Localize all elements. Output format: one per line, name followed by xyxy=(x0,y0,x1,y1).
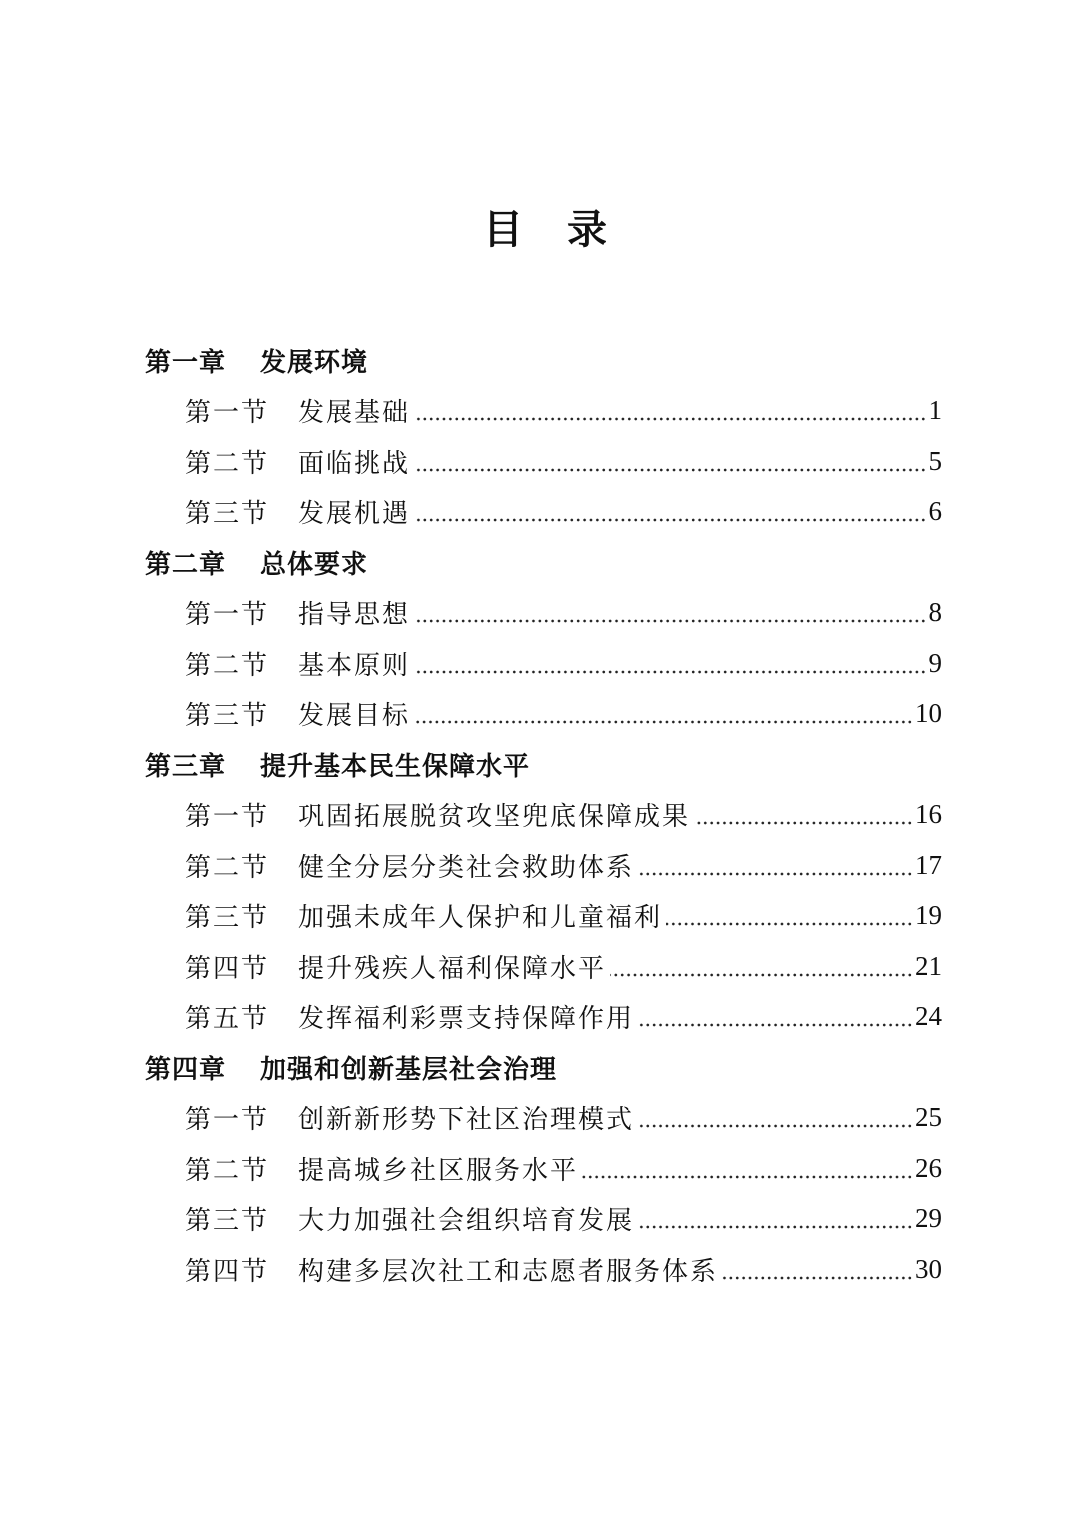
dot-leader xyxy=(414,518,926,522)
chapter-title: 提升基本民生保障水平 xyxy=(260,751,531,782)
section-title: 加强未成年人保护和儿童福利 xyxy=(298,903,663,934)
dot-leader xyxy=(414,468,926,472)
section-label: 第一节 xyxy=(185,1105,270,1136)
page-number: 24 xyxy=(915,1001,942,1032)
section-label: 第五节 xyxy=(185,1004,270,1035)
section-title: 发展目标 xyxy=(298,701,411,732)
toc-entry xyxy=(145,386,942,437)
chapter-title: 发展环境 xyxy=(260,347,369,378)
chapter-title: 加强和创新基层社会治理 xyxy=(260,1054,558,1085)
section-label: 第二节 xyxy=(185,1155,270,1186)
toc-entry xyxy=(145,436,942,487)
section-label: 第三节 xyxy=(185,1206,270,1237)
section-title: 指导思想 xyxy=(298,600,411,631)
chapter-label: 第三章 xyxy=(145,751,227,782)
section-label: 第四节 xyxy=(185,1256,270,1287)
section-title: 创新新形势下社区治理模式 xyxy=(298,1105,635,1136)
dot-leader xyxy=(638,1225,913,1229)
chapter-label: 第一章 xyxy=(145,347,227,378)
toc-entry xyxy=(145,1093,942,1144)
toc-entry xyxy=(145,487,942,538)
section-title: 巩固拓展脱贫攻坚兜底保障成果 xyxy=(298,802,691,833)
page-number: 10 xyxy=(915,698,942,729)
dot-leader xyxy=(722,1276,913,1280)
section-label: 第四节 xyxy=(185,953,270,984)
dot-leader xyxy=(638,1124,913,1128)
section-title: 面临挑战 xyxy=(298,448,411,479)
section-label: 第三节 xyxy=(185,903,270,934)
section-title: 提升残疾人福利保障水平 xyxy=(298,953,607,984)
section-title: 发展基础 xyxy=(298,398,411,429)
page-number: 25 xyxy=(915,1102,942,1133)
section-label: 第二节 xyxy=(185,448,270,479)
page-number: 30 xyxy=(915,1253,942,1284)
section-label: 第二节 xyxy=(185,650,270,681)
section-title: 提高城乡社区服务水平 xyxy=(298,1155,579,1186)
chapter-heading xyxy=(145,537,942,588)
chapter-label: 第四章 xyxy=(145,1054,227,1085)
page-number: 1 xyxy=(928,395,942,426)
dot-leader xyxy=(414,670,926,674)
section-title: 发展机遇 xyxy=(298,499,411,530)
chapter-heading xyxy=(145,335,942,386)
toc-entry xyxy=(145,790,942,841)
page-number: 9 xyxy=(928,647,942,678)
dot-leader xyxy=(414,417,926,421)
chapter-heading xyxy=(145,1042,942,1093)
section-label: 第三节 xyxy=(185,701,270,732)
chapter-heading xyxy=(145,739,942,790)
section-title: 发挥福利彩票支持保障作用 xyxy=(298,1004,635,1035)
page-title: 目 录 xyxy=(483,206,607,253)
toc-entry xyxy=(145,689,942,740)
toc-entry xyxy=(145,992,942,1043)
section-title: 构建多层次社工和志愿者服务体系 xyxy=(298,1256,719,1287)
section-label: 第三节 xyxy=(185,499,270,530)
chapter-label: 第二章 xyxy=(145,549,227,580)
section-label: 第一节 xyxy=(185,398,270,429)
dot-leader xyxy=(582,1175,913,1179)
section-title: 健全分层分类社会救助体系 xyxy=(298,852,635,883)
section-title: 基本原则 xyxy=(298,650,411,681)
section-label: 第一节 xyxy=(185,600,270,631)
toc-entry xyxy=(145,891,942,942)
page-number: 16 xyxy=(915,799,942,830)
chapter-title: 总体要求 xyxy=(260,549,369,580)
table-of-contents xyxy=(145,335,942,1295)
dot-leader xyxy=(638,1023,913,1027)
page-number: 6 xyxy=(928,496,942,527)
section-label: 第一节 xyxy=(185,802,270,833)
dot-leader xyxy=(694,821,913,825)
section-label: 第二节 xyxy=(185,852,270,883)
toc-entry xyxy=(145,840,942,891)
toc-entry xyxy=(145,588,942,639)
dot-leader xyxy=(666,922,913,926)
dot-leader xyxy=(414,619,926,623)
page-number: 21 xyxy=(915,950,942,981)
page-number: 26 xyxy=(915,1152,942,1183)
dot-leader xyxy=(638,872,913,876)
dot-leader xyxy=(610,973,913,977)
toc-entry xyxy=(145,638,942,689)
page-number: 29 xyxy=(915,1203,942,1234)
page-number: 19 xyxy=(915,900,942,931)
toc-entry xyxy=(145,941,942,992)
toc-entry xyxy=(145,1194,942,1245)
page-number: 5 xyxy=(928,445,942,476)
toc-entry xyxy=(145,1143,942,1194)
page-number: 17 xyxy=(915,849,942,880)
toc-entry xyxy=(145,1244,942,1295)
dot-leader xyxy=(414,720,913,724)
section-title: 大力加强社会组织培育发展 xyxy=(298,1206,635,1237)
page-number: 8 xyxy=(928,597,942,628)
